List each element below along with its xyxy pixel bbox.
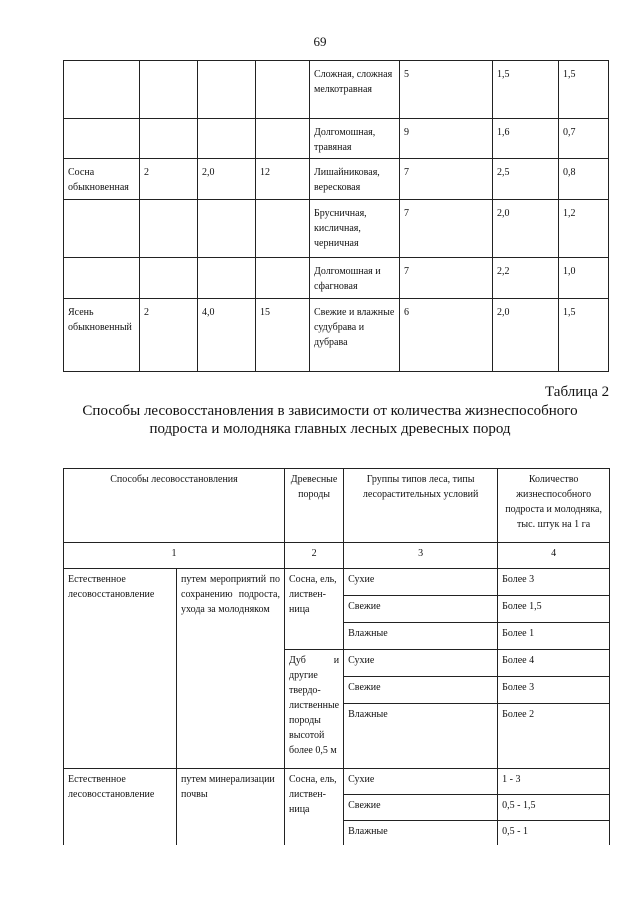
cell-submethod: путем мероприятий по сохранению подроста, ухода за молодняком xyxy=(177,569,285,769)
header-row xyxy=(64,469,610,543)
cell-group: Влажные xyxy=(344,821,498,845)
cell xyxy=(140,200,198,258)
cell-species: Сосна обыкновенная xyxy=(64,159,140,200)
cell-forest-type: Свежие и влажные судубрава и дубрава xyxy=(310,299,400,372)
cell-forest-type: Брусничная, кисличная, черничная xyxy=(310,200,400,258)
cell: 5 xyxy=(400,61,493,119)
cell: 9 xyxy=(400,119,493,159)
table-row xyxy=(64,119,609,159)
cell-method: Естественное лесовосстановление xyxy=(64,769,177,845)
cell: 6 xyxy=(400,299,493,372)
cell-quantity: Более 2 xyxy=(498,704,610,769)
cell xyxy=(198,200,256,258)
table-row xyxy=(64,258,609,299)
header-methods: Способы лесовосстановления xyxy=(64,469,285,543)
cell: 2,0 xyxy=(198,159,256,200)
cell xyxy=(198,119,256,159)
cell: 1,2 xyxy=(559,200,609,258)
cell-group: Свежие xyxy=(344,677,498,704)
col-number: 1 xyxy=(64,543,285,569)
cell: 2 xyxy=(140,159,198,200)
cell-method: Естественное лесовосстановление xyxy=(64,569,177,769)
cell-group: Влажные xyxy=(344,704,498,769)
cell: 4,0 xyxy=(198,299,256,372)
cell-species: Ясень обыкновенный xyxy=(64,299,140,372)
cell xyxy=(140,119,198,159)
cell-species: Дуб и другие твердо-лиственные породы высотой более 0,5 м xyxy=(285,650,344,769)
table-title: Способы лесовосстановления в зависимости от количества жизнеспособного подроста и молодняка главных лесных древесных пород xyxy=(82,403,578,438)
cell-group: Свежие xyxy=(344,795,498,821)
cell-species xyxy=(64,200,140,258)
table-row xyxy=(64,200,609,258)
cell-group: Сухие xyxy=(344,569,498,596)
cell xyxy=(198,258,256,299)
cell: 0,8 xyxy=(559,159,609,200)
cell xyxy=(198,61,256,119)
cell-species xyxy=(64,258,140,299)
cell: 0,7 xyxy=(559,119,609,159)
continuation-table xyxy=(63,60,609,372)
cell-quantity: Более 3 xyxy=(498,677,610,704)
cell: 15 xyxy=(256,299,310,372)
cell-quantity: Более 1 xyxy=(498,623,610,650)
cell-quantity: Более 4 xyxy=(498,650,610,677)
cell: 2,0 xyxy=(493,200,559,258)
col-number: 3 xyxy=(344,543,498,569)
cell: 12 xyxy=(256,159,310,200)
cell-forest-type: Сложная, сложная мелкотравная xyxy=(310,61,400,119)
cell xyxy=(140,258,198,299)
cell-forest-type: Долгомошная, травяная xyxy=(310,119,400,159)
header-groups: Группы типов леса, типы лесорастительных условий xyxy=(344,469,498,543)
cell xyxy=(140,61,198,119)
cell-group: Сухие xyxy=(344,650,498,677)
cell: 2,5 xyxy=(493,159,559,200)
cell-group: Влажные xyxy=(344,623,498,650)
cell-quantity: Более 3 xyxy=(498,569,610,596)
col-number: 4 xyxy=(498,543,610,569)
cell: 1,6 xyxy=(493,119,559,159)
cell xyxy=(256,258,310,299)
cell xyxy=(256,119,310,159)
cell-species xyxy=(64,61,140,119)
cell: 7 xyxy=(400,159,493,200)
cell-species xyxy=(64,119,140,159)
cell-submethod: путем минерализации почвы xyxy=(177,769,285,845)
cell xyxy=(256,61,310,119)
cell: 7 xyxy=(400,200,493,258)
table-row xyxy=(64,769,610,795)
header-quantity: Количество жизнеспособного подроста и молодняка, тыс. штук на 1 га xyxy=(498,469,610,543)
page-number: 69 xyxy=(313,34,327,49)
header-species: Древесные породы xyxy=(285,469,344,543)
cell xyxy=(256,200,310,258)
cell: 2,2 xyxy=(493,258,559,299)
table-row xyxy=(64,569,610,596)
cell-quantity: Более 1,5 xyxy=(498,596,610,623)
cell-forest-type: Долгомошная и сфагновая xyxy=(310,258,400,299)
table-row xyxy=(64,159,609,200)
col-number: 2 xyxy=(285,543,344,569)
table-caption: Таблица 2 xyxy=(545,384,610,400)
cell-quantity: 1 - 3 xyxy=(498,769,610,795)
cell-forest-type: Лишайниковая, вересковая xyxy=(310,159,400,200)
column-number-row xyxy=(64,543,610,569)
table-row xyxy=(64,299,609,372)
table-row xyxy=(64,61,609,119)
cell: 1,5 xyxy=(559,61,609,119)
cell: 2 xyxy=(140,299,198,372)
cell: 2,0 xyxy=(493,299,559,372)
reforestation-table xyxy=(63,468,610,845)
cell-species: Сосна, ель, листвен-ница xyxy=(285,569,344,650)
cell-group: Свежие xyxy=(344,596,498,623)
cell: 1,0 xyxy=(559,258,609,299)
cell: 1,5 xyxy=(493,61,559,119)
cell-quantity: 0,5 - 1 xyxy=(498,821,610,845)
cell-group: Сухие xyxy=(344,769,498,795)
cell-species: Сосна, ель, листвен-ница xyxy=(285,769,344,845)
cell-quantity: 0,5 - 1,5 xyxy=(498,795,610,821)
cell: 7 xyxy=(400,258,493,299)
cell: 1,5 xyxy=(559,299,609,372)
